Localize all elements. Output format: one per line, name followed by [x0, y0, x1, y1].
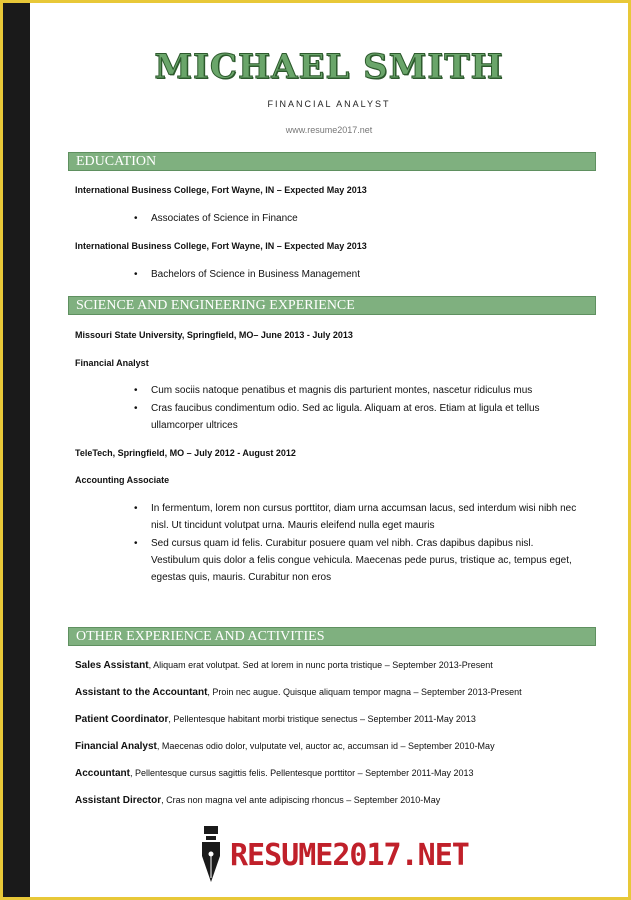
candidate-name: MICHAEL SMITH [154, 47, 504, 87]
education-degree-1: • Associates of Science in Finance [151, 210, 581, 227]
other-item-3: Patient Coordinator, Pellentesque habitant morbi tristique senectus – September 2011-May 2013 [75, 714, 476, 725]
resume-page [30, 3, 628, 897]
bullet-icon: • [134, 213, 138, 224]
job-2-bullet-2: • Sed cursus quam id felis. Curabitur posuere quam vel nibh. Cras dapibus dapibus nisl. Vestibulum quis dolor a felis congue vehicula. Maecenas pede purus, tristique ac, tempus eget, egestas quis, mauris. Curabitur non eros [151, 535, 581, 586]
education-entry-1: International Business College, Fort Wayne, IN – Expected May 2013 [75, 185, 367, 195]
job-title: FINANCIAL ANALYST [267, 99, 391, 109]
bullet-icon: • [134, 269, 138, 280]
section-education: EDUCATION [68, 152, 596, 171]
job-role-1: Financial Analyst [75, 358, 149, 368]
education-entry-2: International Business College, Fort Wayne, IN – Expected May 2013 [75, 241, 367, 251]
bullet-icon: • [134, 503, 138, 514]
bullet-icon: • [134, 538, 138, 549]
fountain-pen-nib-icon [200, 825, 222, 885]
education-degree-2: • Bachelors of Science in Business Management [151, 266, 581, 283]
other-item-6: Assistant Director, Cras non magna vel ante adipiscing rhoncus – September 2010-May [75, 795, 441, 806]
job-role-2: Accounting Associate [75, 475, 170, 485]
job-1-bullet-1: • Cum sociis natoque penatibus et magnis dis parturient montes, nascetur ridiculus mus [151, 382, 581, 399]
job-employer-2: TeleTech, Springfield, MO – July 2012 - August 2012 [75, 448, 296, 458]
job-1-bullet-2: • Cras faucibus condimentum odio. Sed ac ligula. Aliquam at eros. Etiam at ligula et tellus ullamcorper ultrices [151, 400, 581, 434]
other-item-5: Accountant, Pellentesque cursus sagittis felis. Pellentesque porttitor – September 2011-May 2013 [75, 768, 474, 779]
section-science-experience: SCIENCE AND ENGINEERING EXPERIENCE [68, 296, 596, 315]
section-other-experience: OTHER EXPERIENCE AND ACTIVITIES [68, 627, 596, 646]
job-2-bullet-1: • In fermentum, lorem non cursus porttitor, diam urna accumsan lacus, sed interdum wisi nibh nec nisl. Ut tincidunt volutpat urna. Mauris eleifend nulla eget mauris [151, 500, 581, 534]
bullet-icon: • [134, 403, 138, 414]
website-link[interactable]: www.resume2017.net [285, 125, 373, 135]
other-item-4: Financial Analyst, Maecenas odio dolor, vulputate vel, auctor ac, accumsan id – September 2010-May [75, 741, 495, 752]
bullet-icon: • [134, 385, 138, 396]
other-item-2: Assistant to the Accountant, Proin nec augue. Quisque aliquam tempor magna – September 2013-Present [75, 687, 522, 698]
other-item-1: Sales Assistant, Aliquam erat volutpat. Sed at lorem in nunc porta tristique – September 2013-Present [75, 660, 493, 671]
job-employer-1: Missouri State University, Springfield, MO– June 2013 - July 2013 [75, 330, 353, 340]
brand-logo-text: RESUME2017.NET [230, 838, 469, 873]
